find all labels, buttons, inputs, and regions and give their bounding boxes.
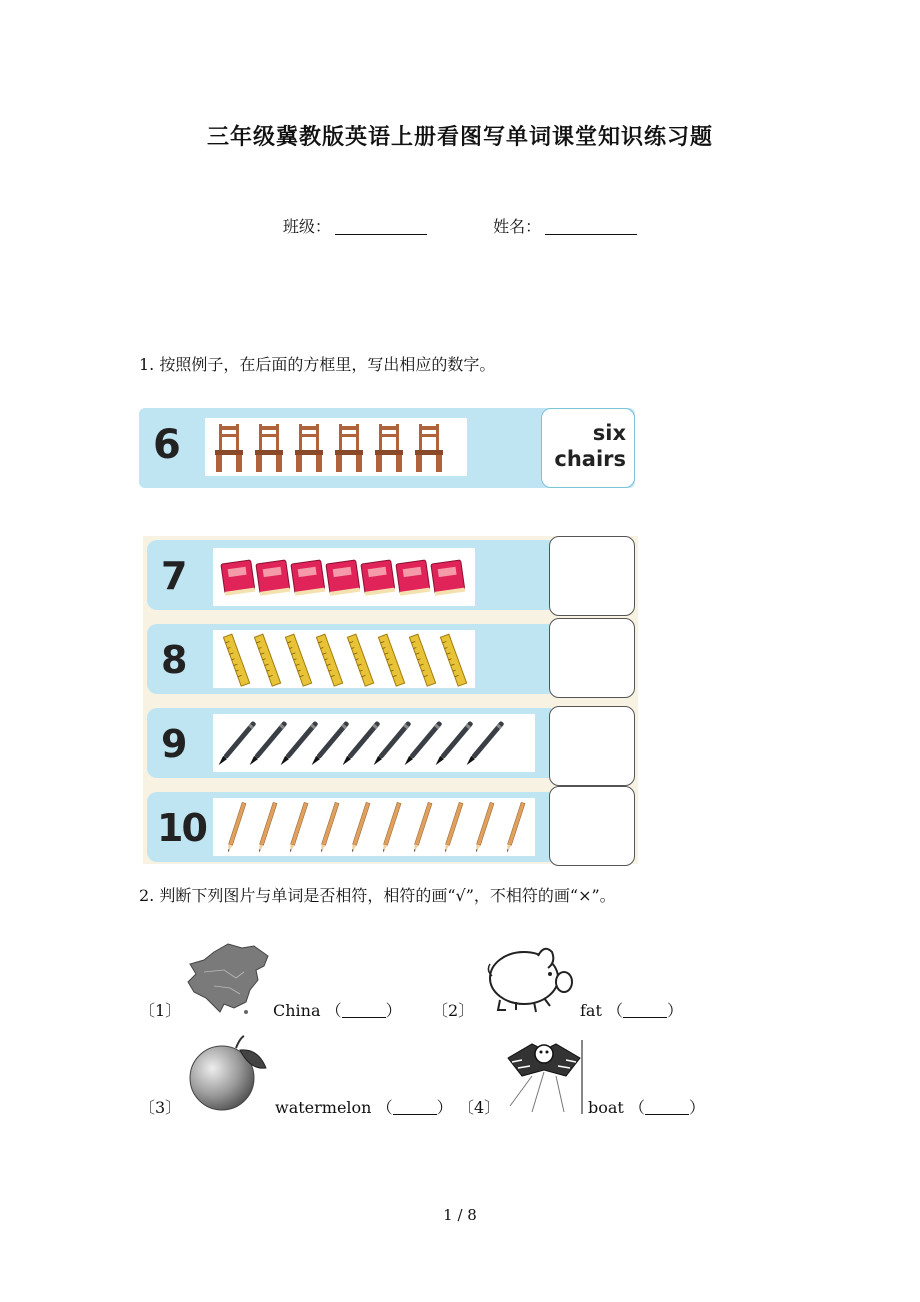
book-icon (291, 560, 325, 596)
row-9 (147, 708, 551, 778)
book-pictures (213, 548, 475, 606)
pen-icon (465, 721, 505, 767)
pencil-icon (505, 802, 525, 853)
ruler-icon (316, 634, 342, 686)
chair-icon (295, 424, 323, 472)
pencil-icon (288, 802, 308, 853)
item-1-open: （ (325, 1001, 342, 1020)
ruler-icon (223, 634, 249, 686)
row-number: 8 (161, 638, 188, 682)
book-icon (431, 560, 465, 596)
item-4-word: boat (588, 1098, 624, 1117)
pencil-icon (443, 802, 463, 853)
item-1-answer (273, 998, 402, 1021)
pencil-icon (474, 802, 494, 853)
orange-icon (184, 1034, 270, 1112)
item-4-close: ） (688, 1098, 705, 1117)
pencil-pictures (213, 798, 535, 856)
pencil-icon (412, 802, 432, 853)
pencil-icon (381, 802, 401, 853)
name-blank[interactable] (545, 216, 637, 235)
ruler-pictures (213, 630, 475, 688)
item-3-blank[interactable] (393, 1100, 437, 1115)
pen-icon (279, 721, 319, 767)
picture-box (213, 548, 475, 606)
class-blank[interactable] (335, 216, 427, 235)
picture-box (213, 798, 535, 856)
row-number: 7 (161, 554, 188, 598)
item-3-index: 〔3〕 (139, 1098, 182, 1117)
pen-icon (434, 721, 474, 767)
item-4-answer (588, 1095, 705, 1118)
item-2-index: 〔2〕 (432, 1001, 475, 1020)
row-8 (147, 624, 551, 694)
picture-box (213, 630, 475, 688)
pen-icon (341, 721, 381, 767)
item-3-close: ） (436, 1098, 453, 1117)
question-1-instruction: 1. 按照例子，在后面的方框里，写出相应的数字。 (139, 355, 496, 374)
pen-icon (217, 721, 257, 767)
item-2-open: （ (606, 1001, 623, 1020)
book-icon (221, 560, 255, 596)
item-4-index: 〔4〕 (458, 1098, 501, 1117)
student-info-line (0, 214, 920, 237)
pig-icon (486, 940, 576, 1014)
pencil-icon (319, 802, 339, 853)
answer-box-9[interactable] (549, 706, 635, 786)
chair-icon (335, 424, 363, 472)
question-2-instruction: 2. 判断下列图片与单词是否相符，相符的画“√”，不相符的画“×”。 (139, 886, 616, 905)
chair-pictures (205, 418, 467, 476)
example-strip (139, 408, 635, 488)
book-icon (396, 560, 430, 596)
row-number: 10 (157, 806, 206, 850)
pen-pictures (213, 714, 535, 772)
ruler-icon (440, 634, 466, 686)
pencil-icon (350, 802, 370, 853)
pencil-icon (226, 802, 246, 853)
item-1-word: China (273, 1001, 321, 1020)
example-word-line2: chairs (554, 447, 626, 471)
pen-icon (248, 721, 288, 767)
answer-box-7[interactable] (549, 536, 635, 616)
name-label: 姓名： (493, 217, 542, 236)
row-number: 9 (161, 722, 188, 766)
page-number: 1 / 8 (443, 1206, 477, 1224)
example-picture-box (205, 418, 467, 476)
item-1-index: 〔1〕 (139, 1001, 182, 1020)
chair-icon (375, 424, 403, 472)
item-3-answer (275, 1095, 453, 1118)
chair-icon (415, 424, 443, 472)
pen-icon (372, 721, 412, 767)
item-2-blank[interactable] (623, 1003, 667, 1018)
row-10 (147, 792, 551, 862)
item-3-open: （ (376, 1098, 393, 1117)
example-word-line1: six (592, 421, 626, 445)
ruler-icon (285, 634, 311, 686)
ruler-icon (347, 634, 373, 686)
item-1-blank[interactable] (342, 1003, 386, 1018)
pen-icon (310, 721, 350, 767)
book-icon (361, 560, 395, 596)
answer-box-10[interactable] (549, 786, 635, 866)
item-4-open: （ (628, 1098, 645, 1117)
item-4-blank[interactable] (645, 1100, 689, 1115)
chair-icon (215, 424, 243, 472)
chair-icon (255, 424, 283, 472)
book-icon (256, 560, 290, 596)
row-7 (147, 540, 551, 610)
example-word-card (541, 408, 635, 488)
ruler-icon (409, 634, 435, 686)
ruler-icon (254, 634, 280, 686)
item-2-word: fat (580, 1001, 602, 1020)
china-map-icon (184, 942, 270, 1014)
book-icon (326, 560, 360, 596)
pen-icon (403, 721, 443, 767)
pencil-icon (257, 802, 277, 853)
ruler-icon (378, 634, 404, 686)
example-number: 6 (153, 422, 181, 468)
picture-box (213, 714, 535, 772)
class-label: 班级： (282, 217, 331, 236)
item-2-answer (580, 998, 683, 1021)
number-rows (143, 536, 638, 864)
item-1-close: ） (385, 1001, 402, 1020)
page-title: 三年级冀教版英语上册看图写单词课堂知识练习题 (206, 124, 713, 150)
kite-icon (502, 1036, 586, 1114)
item-2-close: ） (667, 1001, 684, 1020)
item-3-word: watermelon (275, 1098, 372, 1117)
answer-box-8[interactable] (549, 618, 635, 698)
